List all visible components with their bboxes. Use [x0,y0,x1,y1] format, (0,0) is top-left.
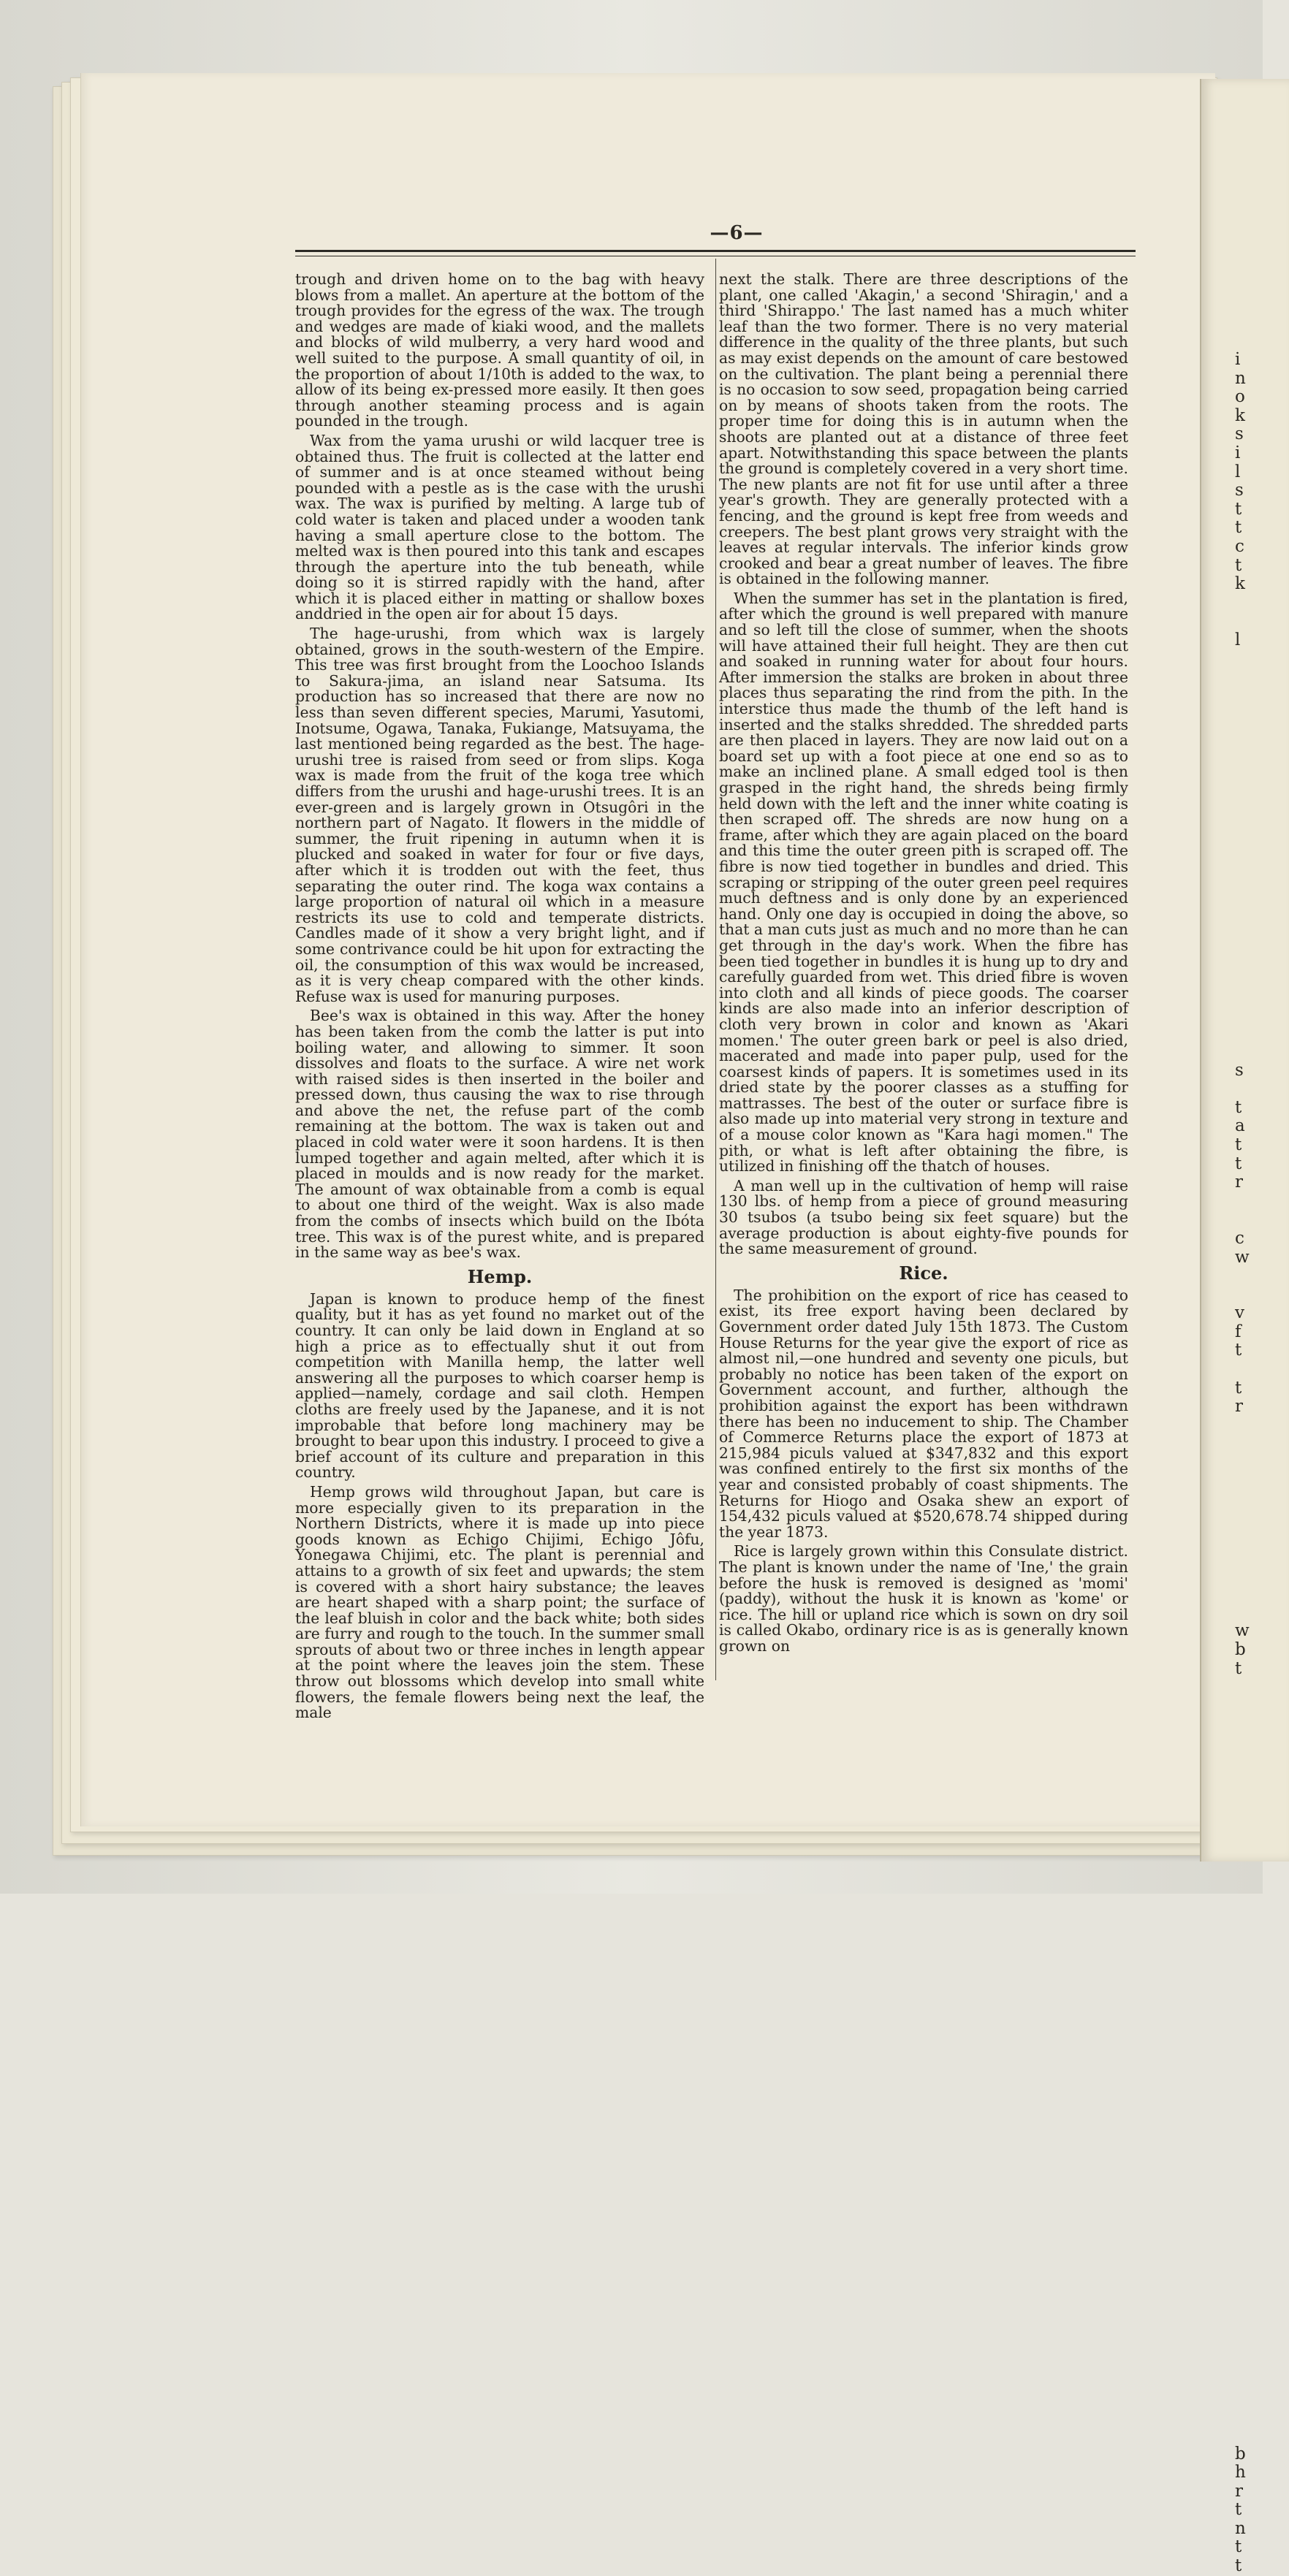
paragraph: Bee's wax is obtained in this way. After the honey has been taken from the comb the latter is put into boiling water, and allowing to simmer. It soon dissolves and floats to the surface. A wire net work with raised sides is then inserted in the boiler and pressed down, thus causing the wax to rise through and above the net, the refuse part of the comb remaining at the bottom. The wax is taken out and placed in cold water were it soon hardens. It is then lumped together and again melted, after which it is placed in moulds and is now ready for the market. The amount of wax obtainable from a comb is equal to about one third of the weight. Wax is also made from the combs of insects which build on the Ibóta tree. This wax is of the purest white, and is prepared in the same way as bee's wax. [295,1007,704,1262]
facing-page [1200,79,1289,2576]
header-rule [295,250,1136,252]
paragraph: trough and driven home on to the bag with heavy blows from a mallet. An aperture at the bottom of the trough provides for the egress of the wax. The trough and wedges are made of kiaki wood, and the mallets and blocks of wild mulberry, a very hard wood and well suited to the purpose. A small quantity of oil, in the proportion of about 1/10th is added to the wax, to allow of its being ex-pressed more easily. It then goes through another steaming process and is again pounded in the trough. [295,270,704,430]
right-column [719,272,1128,1658]
paragraph: Hemp grows wild throughout Japan, but care is more especially given to its preparation in the Northern Districts, where it is made up into piece goods known as Echigo Chijimi, Echigo Jôfu, Yonegawa Chijimi, etc. The plant is perennial and attains to a growth of six feet and upwards; the stem is covered with a short hairy substance; the leaves are heart shaped with a sharp point; the surface of the leaf bluish in color and the back white; both sides are furry and rough to the touch. In the summer small sprouts of about two or three inches in length appear at the point where the leaves join the stem. These throw out blossoms which develop into small white flowers, the female flowers being next the leaf, the male [295,1482,704,1722]
section-heading-rice: Rice. [899,1262,948,1284]
facing-page-text-fragment: i n o k s i l s t t c t k l s t a t t r c w v f t t r w b t b h r t n t t [1235,350,1250,2576]
paragraph: Rice is largely grown within this Consulate district. The plant is known under the name of 'Ine,' the grain before the husk is removed is designed as 'momi' (paddy), without the husk it is known as 'kome' or rice. The hill or upland rice which is sown on dry soil is called Okabo, ordinary rice is as is generally known grown on [719,1542,1128,1655]
paragraph: Japan is known to produce hemp of the finest quality, but it has as yet found no market out of the country. It can only be laid down in England at so high a price as to effectually shut it out from competition with Manilla hemp, the latter well answering all the purposes to which coarser hemp is applied—namely, cordage and sail cloth. Hempen cloths are freely used by the Japanese, and it is not improbable that before long machinery may be brought to bear upon this industry. I proceed to give a brief account of its culture and preparation in this country. [295,1289,704,1482]
paragraph: The hage-urushi, from which wax is largely obtained, grows in the south-western of the Empire. This tree was first brought from the Loochoo Islands to Sakura-jima, an island near Satsuma. Its production has so increased that there are now no less than seven different species, Marumi, Yasutomi, Inotsume, Ogawa, Tanaka, Fukiange, Matsuyama, the last mentioned being regarded as the best. The hage-urushi tree is raised from seed or from slips. Koga wax is made from the fruit of the koga tree which differs from the urushi and hage-urushi trees. It is an ever-green and is largely grown in Otsugôri in the northern part of Nagato. It flowers in the middle of summer, the fruit ripening in autumn when it is plucked and soaked in water for four or five days, after which it is trodden out with the feet, thus separating the outer rind. The koga wax contains a large proportion of natural oil which in a measure restricts its use to cold and temperate districts. Candles made of it show a very bright light, and if some contrivance could be hit upon for extracting the oil, the consumption of this wax would be increased, as it is very cheap compared with the other kinds. Refuse wax is used for manuring purposes. [295,625,704,1005]
paragraph: next the stalk. There are three descriptions of the plant, one called 'Akagin,' a second 'Shiragin,' and a third 'Shirappo.' The last named has a much whiter leaf than the two former. There is no very material difference in the quality of the three plants, but such as may exist depends on the amount of care bestowed on the cultivation. The plant being a perennial there is no occasion to sow seed, propagation being carried on by means of shoots taken from the roots. The proper time for doing this is in autumn when the shoots are planted out at a distance of three feet apart. Notwithstanding this space between the plants the ground is completely covered in a very short time. The new plants are not fit for use until after a three year's growth. They are generally protected with a fencing, and the ground is kept free from weeds and creepers. The best plant grows very straight with the leaves at regular intervals. The inferior kinds grow crooked and bear a great number of leaves. The fibre is obtained in the following manner. [719,270,1128,588]
paragraph: The prohibition on the export of rice has ceased to exist, its free export having been declared by Government order dated July 15th 1873. The Custom House Returns for the year give the export of rice as almost nil,—one hundred and seventy one piculs, but probably no notice has been taken of the export on Government account, and further, although the prohibition against the export has been withdrawn there has been no inducement to ship. The Chamber of Commerce Returns place the export of 1873 at 215,984 piculs valued at $347,832 and this export was confined entirely to the first six months of the year and consisted probably of coast shipments. The Returns for Hiogo and Osaka shew an export of 154,432 piculs valued at $520,678.74 shipped during the year 1873. [719,1286,1128,1541]
left-column [295,272,704,1725]
paragraph: Wax from the yama urushi or wild lacquer tree is obtained thus. The fruit is collected at the latter end of summer and is at once steamed without being pounded with a pestle as is the case with the urushi wax. The wax is purified by melting. A large tub of cold water is taken and placed under a wooden tank having a small aperture close to the bottom. The melted wax is then poured into this tank and escapes through the aperture into the tub beneath, while doing so it is stirred rapidly with the hand, after which it is placed either in matting or shallow boxes anddried in the open air for about 15 days. [295,431,704,623]
section-heading-hemp: Hemp. [467,1265,533,1287]
page-number: —6— [710,222,764,244]
column-divider [715,259,716,1680]
paragraph: When the summer has set in the plantation is fired, after which the ground is well prepared with manure and so left till the close of summer, when the shoots will have attained their full height. They are then cut and soaked in running water for about four hours. After immersion the stalks are broken in about three places thus separating the rind from the pith. In the interstice thus made the thumb of the left hand is inserted and the stalks shredded. The shredded parts are then placed in layers. They are now laid out on a board set up with a foot piece at one end so as to make an inclined plane. A small edged tool is then grasped in the right hand, the shreds being firmly held down with the left and the inner white coating is then scraped off. The shreds are now hung on a frame, after which they are again placed on the board and this time the outer green pith is scraped off. The fibre is now tied together in bundles and dried. This scraping or stripping of the outer green peel requires much deftness and is only done by an experienced hand. Only one day is occupied in doing the above, so that a man cuts just as much and no more than he can get through in the day's work. When the fibre has been tied together in bundles it is hung up to dry and carefully guarded from wet. This dried fibre is woven into cloth and all kinds of piece goods. The coarser kinds are also made into an inferior description of cloth very brown in color and known as 'Akari momen.' The outer green bark or peel is also dried, macerated and made into paper pulp, used for the coarsest kinds of papers. It is sometimes used in its dried state by the poorer classes as a stuffing for mattrasses. The best of the outer or surface fibre is also made up into material very strong in texture and of a mouse color known as "Kara hagi momen." The pith, or what is left after obtaining the fibre, is utilized in finishing off the thatch of houses. [719,589,1128,1175]
paragraph: A man well up in the cultivation of hemp will raise 130 lbs. of hemp from a piece of ground measuring 30 tsubos (a tsubo being six feet square) but the average production is about eighty-five pounds for the same measurement of ground. [719,1176,1128,1258]
